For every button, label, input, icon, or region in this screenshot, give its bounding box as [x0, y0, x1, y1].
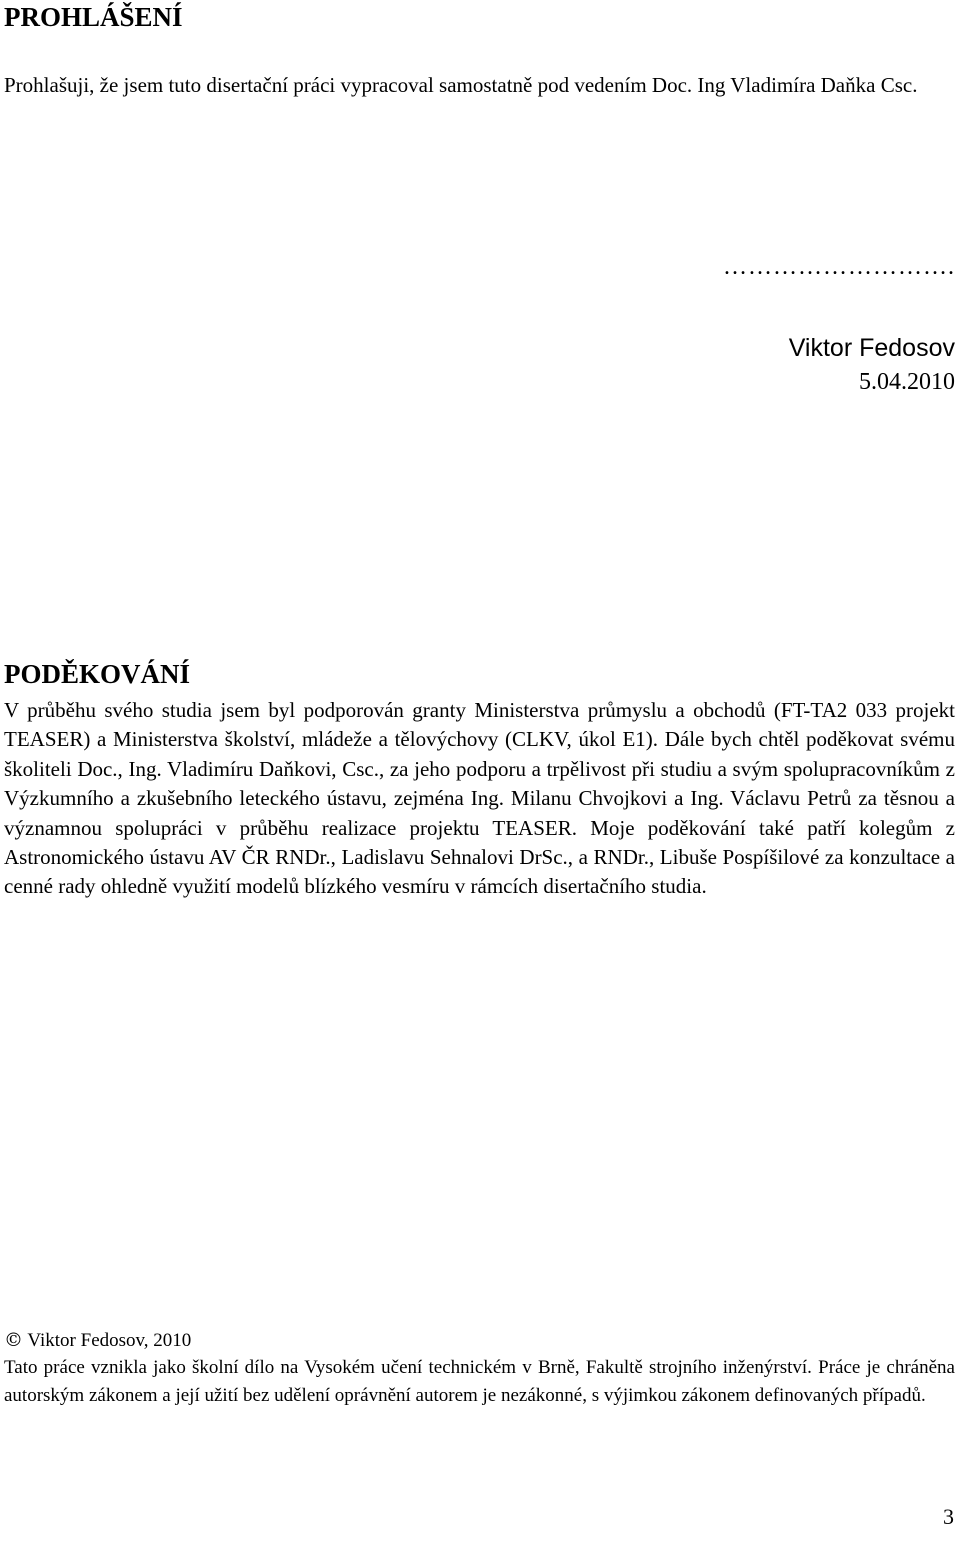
acknowledgement-heading: PODĚKOVÁNÍ [4, 659, 191, 689]
copyright-notice [4, 1329, 955, 1352]
copyright-text: Viktor Fedosov, 2010 [27, 1330, 192, 1351]
acknowledgement-text: V průběhu svého studia jsem byl podporován granty Ministerstva průmyslu a obchodů (FT-TA2 033 projekt TEASER) a Ministerstva školství, mládeže a tělovýchovy (CLKV, úkol E1). Dále bych chtěl poděkovat svému školiteli Doc., Ing. Vladimíru Daňkovi, Csc., za jeho podporu a trpělivost při studiu a svým spolupracovníkům z Výzkumního a zkušebního leteckého ústavu, zejména Ing. Milanu Chvojkovi a Ing. Václavu Petrů za těsnou a významnou spolupráci v průběhu realizace projektu TEASER. Moje poděkování také patří kolegům z Astronomického ústavu AV ČR RNDr., Ladislavu Sehnalovi DrSc., a RNDr., Libuše Pospíšilové za konzultace a cenné rady ohledně využití modelů blízkého vesmíru v rámcích disertačního studia. [4, 698, 955, 899]
author-name: Viktor Fedosov [788, 334, 955, 362]
page-number: 3 [943, 1504, 954, 1529]
declaration-heading: PROHLÁŠENÍ [4, 2, 183, 32]
declaration-text: Prohlašuji, že jsem tuto disertační práci vypracoval samostatně pod vedením Doc. Ing Vladimíra Daňka Csc. [4, 73, 918, 97]
copyright-icon: © [4, 1329, 23, 1351]
signature-line: ………………………. [723, 254, 955, 280]
signature-date: 5.04.2010 [859, 369, 955, 395]
legal-notice: Tato práce vznikla jako školní dílo na Vysokém učení technickém v Brně, Fakultě strojního inženýrství. Práce je chráněna autorským zákonem a její užití bez udělení oprávnění autorem je nezákonné, s výjimkou zákonem definovaných případů. [4, 1357, 955, 1406]
